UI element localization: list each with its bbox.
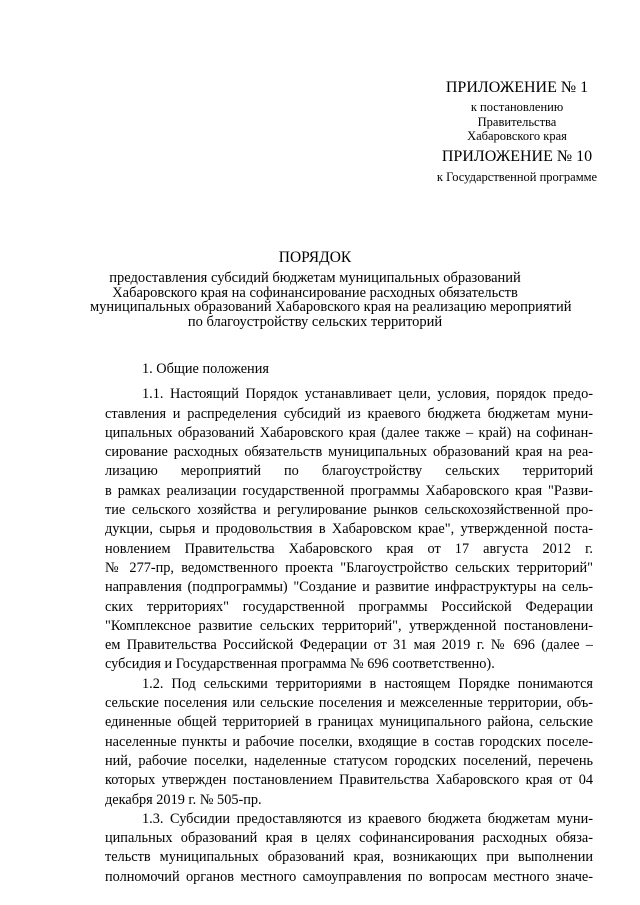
paragraph-line: новлением Правительства Хабаровского края от 17 августа 2012 г. [105,540,593,557]
paragraph-line: 1.1. Настоящий Порядок устанавливает цели, условия, порядок предо- [142,386,593,403]
appendix-1-line: Правительства [477,114,557,129]
paragraph-line: "Комплексное развитие сельских территорий", утвержденной постановлени- [105,617,593,634]
section-heading: 1. Общие положения [142,361,269,377]
paragraph-line: сирование расходных обязательств муниципальных образований края на реа- [105,444,593,461]
paragraph-line: полномочий органов местного самоуправления по вопросам местного значе- [105,868,593,885]
paragraph-line: ставления и распределения субсидий из краевого бюджета бюджетам муни- [105,405,593,422]
paragraph-line: населенные пункты и рабочие поселки, входящие в состав городских поселе- [105,733,593,750]
paragraph-line: в рамках реализации государственной программы Хабаровского края "Разви- [105,482,593,499]
appendix-10-block [402,147,632,185]
paragraph-line: ских территориях" государственной программы Российской Федерации [105,598,593,615]
document-title-line: предоставления субсидий бюджетам муниципальных образований [109,270,521,286]
paragraph-line: субсидия и Государственная программа № 696 соответственно). [105,656,495,673]
paragraph-line: дукции, сырья и продовольствия в Хабаровском крае", утвержденной поста- [105,521,593,538]
paragraph-line: 1.2. Под сельскими территориями в настоящем Порядке понимаются [142,675,593,692]
paragraph-line: единенные общей территорией в границах муниципального района, сельские [105,714,593,731]
document-title-line: Хабаровского края на софинансирование расходных обязательств [112,284,518,301]
paragraph-line: ципальных образований края в целях софинансирования расходных обяза- [105,830,593,847]
paragraph-line: сельские поселения или сельские поселения и межселенные территории, объ- [105,695,593,712]
paragraph-line: ний, рабочие поселки, наделенные статусом городских поселений, перечень [105,752,593,769]
paragraph-line: лизацию мероприятий по благоустройству сельских территорий [105,463,593,480]
appendix-1-line: Хабаровского края [467,129,567,143]
appendix-1-block [402,78,632,144]
paragraph-line: тельств муниципальных образований края, возникающих при выполнении [105,849,593,866]
paragraph-line: 1.3. Субсидии предоставляются из краевого бюджета бюджетам муни- [142,810,593,827]
paragraph-line: ципальных образований Хабаровского края (далее также – край) на софинан- [105,424,593,441]
document-title-line: по благоустройству сельских территорий [187,313,443,330]
appendix-1-title: ПРИЛОЖЕНИЕ № 1 [445,79,589,96]
document-heading: ПОРЯДОК [278,249,352,266]
paragraph-line: которых утвержден постановлением Правительства Хабаровского края от 04 [105,772,593,789]
document-title [90,270,572,330]
paragraph-line: ем Правительства Российской Федерации от 31 мая 2019 г. № 696 (далее – [105,637,593,654]
appendix-10-line: к Государственной программе [436,170,598,184]
appendix-10-title: ПРИЛОЖЕНИЕ № 10 [441,148,593,165]
document-title-line: муниципальных образований Хабаровского края на реализацию мероприятий [90,299,572,316]
paragraph-line: тие сельского хозяйства и регулирование рынков сельскохозяйственной про- [105,502,593,519]
paragraph-line: направления (подпрограммы) "Создание и развитие инфраструктуры на сель- [105,579,593,596]
paragraph-line: декабря 2019 г. № 505-пр. [105,791,262,808]
appendix-1-line: к постановлению [470,100,564,114]
paragraph-line: № 277-пр, ведомственного проекта "Благоустройство сельских территорий" [105,559,593,576]
body-text [105,360,593,887]
